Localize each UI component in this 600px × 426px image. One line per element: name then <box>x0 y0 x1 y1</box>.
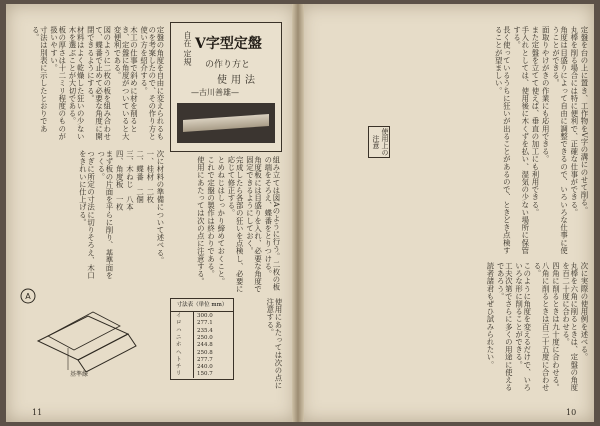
article-subtitle: の作り方と <box>205 60 251 70</box>
article-subtitle-2: 使用法 <box>217 75 259 86</box>
table-cell-label: ト <box>176 356 182 363</box>
diagram-a <box>18 286 148 378</box>
paragraph: とめねじはしっかり締めておくこと。 <box>216 156 226 286</box>
right-upper-text <box>306 26 588 254</box>
table-cell-label: ハ <box>176 327 182 334</box>
table-cell-value: 250.8 <box>197 349 213 356</box>
dimension-table <box>170 298 234 380</box>
paragraph: 定盤を台の上に置き、工作物をV字の溝にのせて削る。 <box>580 26 589 214</box>
paragraph: また定盤を立てて使えば、垂直の加工にも利用できる。 <box>530 26 540 216</box>
table-cell-value: 150.7 <box>197 371 213 378</box>
table-cell-label: ホ <box>176 342 182 349</box>
left-bottom-text <box>236 298 282 394</box>
article-author: —古川善雄— <box>191 88 239 97</box>
paragraph: 板の厚さは十二ミリ程度のものが扱いやすい。 <box>49 26 67 140</box>
table-cell-value: 277.1 <box>197 320 213 327</box>
paragraph: 工夫次第でさらに多くの用途に使えるであろう。 <box>496 262 514 392</box>
paragraph: 組み立ては図Aのように行う。二枚の板の端をそろえ、蝶番をとりつける。 <box>263 156 281 291</box>
paragraph: 一、桂材 二枚 <box>145 150 155 204</box>
paragraph: 長く使っているうちに狂いが出ることがあるので、ときどき点検することが望ましい。 <box>494 26 512 254</box>
paragraph: 定盤の角度を自由に変えられるものを考案したので、その作り方と使い方を紹介する。 <box>139 26 165 140</box>
table-cell-label: ヘ <box>176 349 182 356</box>
paragraph: 八角に削るときは百三十五度に合わせる。 <box>532 262 551 392</box>
left-upper-text <box>14 26 164 144</box>
table-cell-label: リ <box>176 371 182 378</box>
left-middle-text <box>14 150 164 280</box>
table-cell-value: 240.0 <box>197 364 213 371</box>
title-kicker: 自在 定規 <box>183 31 192 66</box>
right-page-number: 10 <box>566 408 577 417</box>
table-cell-value: 277.7 <box>197 356 213 363</box>
title-photo <box>177 103 275 143</box>
paragraph: 完成したら各部の狂いを点検し、必要に応じて修正する。 <box>226 156 245 293</box>
paragraph: 次に実際の使用例を述べる。 <box>580 262 589 361</box>
page-gutter <box>292 4 304 422</box>
paragraph: 手入れとしては、使用後に木くずを払い、湿気の少ない場所に保管する。 <box>512 26 530 254</box>
left-lower-text <box>150 156 280 294</box>
left-page-number: 11 <box>32 408 43 417</box>
paragraph: 二、蝶番 二個 <box>135 150 145 204</box>
table-cell-value: 300.0 <box>197 313 213 319</box>
table-row <box>171 370 233 378</box>
paragraph: このように角度を変えるだけで、いろいろな形に削ることができる。 <box>514 262 532 392</box>
article-title: V字型定盤 <box>195 36 262 52</box>
paragraph: 図のように二枚の板を組み合わせて、蝶番で止めて必要な角度に開閉できるようにする。 <box>86 26 112 140</box>
usage-notes-heading: 使用上の注意 <box>368 126 390 158</box>
table-cell-label: イ <box>176 313 182 319</box>
diagram-board-edge <box>78 334 136 372</box>
paragraph: 角度板には目盛りを入れ、必要な角度で固定できるようにしておく。 <box>245 156 263 293</box>
paragraph: つぎに所定の寸法に切りそろえ、木口をきれいに仕上げる。 <box>78 150 96 280</box>
diagram-circle-label: A <box>25 292 31 301</box>
paragraph: 面取りやけがきの作業にも応用できる。 <box>541 26 551 163</box>
paragraph: 四、角度板 一枚 <box>115 150 125 211</box>
paragraph: 使用にあたっては次の点に注意する。 <box>265 298 283 390</box>
table-cell-label: ニ <box>176 334 182 341</box>
right-lower-text <box>306 262 588 394</box>
paragraph: 四角に削るときは九十度に合わせる。 <box>551 262 561 392</box>
paragraph: 読者諸君もぜひ試みられたい。 <box>485 262 495 369</box>
paragraph: まず板の片面を平らに削り、基準面をつくる。 <box>96 150 114 280</box>
table-cell-value: 244.8 <box>197 342 213 349</box>
paragraph: 丸棒を削る場合には特に便利で、正確な仕事ができる。 <box>569 26 579 216</box>
article-title-box <box>170 22 282 152</box>
table-cell-label: チ <box>176 364 182 371</box>
paragraph: 使用にあたっては次の点に注意する。 <box>196 156 206 286</box>
paragraph: これで定盤の製作は終わりである。 <box>206 156 216 278</box>
photo-board <box>183 114 269 132</box>
diagram-label-bottom: 基準線 <box>70 371 89 378</box>
table-cell-value: 250.0 <box>197 334 213 341</box>
table-header: 寸法表（単位 mm） <box>171 299 233 312</box>
table-cell-value: 235.4 <box>197 327 213 334</box>
paragraph: 材料はよく乾燥した狂いの少ない木を選ぶことが大切である。 <box>67 26 86 140</box>
table-cell-label: ロ <box>176 320 182 327</box>
paragraph: 木工の仕事で斜めに材を削るとき、定盤に角度がついていると大変便利である。 <box>112 26 139 140</box>
paragraph: 三、木ねじ 八本 <box>125 150 135 211</box>
paragraph: 寸法は別表に示したとおりである。 <box>31 26 49 133</box>
paragraph: 丸棒を六角に削るときは、定盤の角度を百二十度に合わせる。 <box>561 262 579 392</box>
paragraph: 角度は目盛りによって自由に調整できるので、いろいろな仕事に使うことができる。 <box>551 26 569 254</box>
paragraph: 次に材料の準備について述べる。 <box>156 150 165 264</box>
